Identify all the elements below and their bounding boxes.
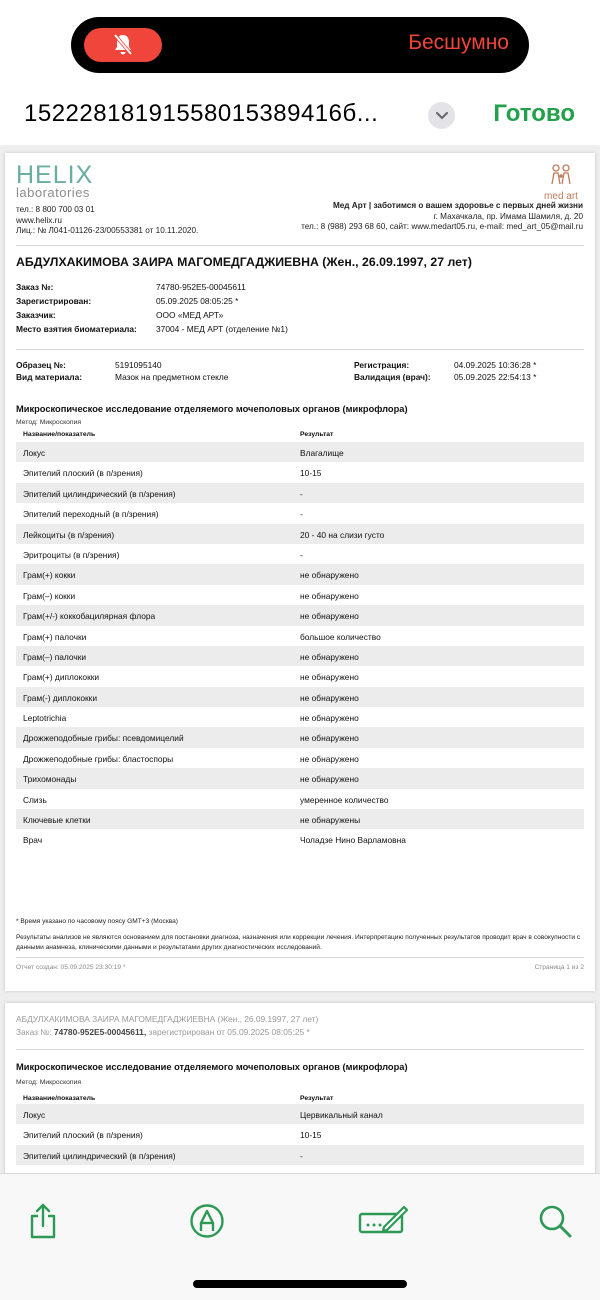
row-result: не обнаружено [300,611,359,622]
silent-mode-banner [71,17,529,73]
row-name: Эритроциты (в п/зрения) [23,549,120,560]
row-name: Грам(–) палочки [23,651,87,662]
medart-family-icon [548,163,574,185]
place-value: 37004 - МЕД АРТ (отделение №1) [156,324,288,334]
table-row [16,544,584,564]
lab-license: Лиц.: № Л041-01126-23/00553381 от 10.11.2020. [16,226,199,235]
table-row [16,1124,584,1144]
row-name: Дрожжеподобные грибы: псевдомицелий [23,733,184,744]
table-row [16,1145,584,1165]
bell-slash-icon [84,28,162,62]
sample-label: Образец №: [16,360,66,370]
material-label: Вид материала: [16,372,83,382]
clinic-slogan: Мед Арт | заботимся о вашем здоровье с первых дней жизни [332,201,583,210]
document-viewer[interactable] [0,145,600,1173]
row-name: Эпителий переходный (в п/зрения) [23,509,159,520]
table-row [16,768,584,788]
page2-study-title: Микроскопическое исследование отделяемого мочеполовых органов (микрофлора) [16,1062,408,1072]
nav-bar [0,96,600,136]
col-header-result: Результат [300,431,334,438]
table-row [16,748,584,768]
table-row [16,626,584,646]
row-name: Локус [23,1110,46,1120]
table-row [16,789,584,809]
page2-col-header-name: Название/показатель [23,1095,96,1102]
timezone-note: * Время указано по часовому поясу GMT+3 (Москва) [16,918,178,925]
page2-order-prefix: Заказ №: [16,1027,52,1037]
page2-patient-name: АБДУЛХАКИМОВА ЗАИРА МАГОМЕДГАДЖИЕВНА (Жен., 26.09.1997, 27 лет) [16,1014,319,1024]
table-row [16,707,584,727]
table-row [16,809,584,829]
customer-label: Заказчик: [16,310,56,320]
search-icon[interactable] [530,1196,580,1246]
table-row [16,605,584,625]
row-result: Влагалище [300,448,344,458]
table-row [16,727,584,747]
registration-label: Регистрация: [354,360,410,370]
registered-label: Зарегистрирован: [16,296,92,306]
silent-label: Бесшумно [408,31,509,54]
page2-study-method: Метод: Микроскопия [16,1079,82,1086]
page2-col-header-result: Результат [300,1095,334,1102]
clinic-address: г. Махачкала, пр. Имама Шамиля, д. 20 [433,211,583,221]
table-row [16,829,584,849]
page2-registered: зарегистрирован от 05.09.2025 08:05:25 * [148,1027,310,1037]
home-indicator[interactable] [193,1280,407,1288]
lab-phone: тел.: 8 800 700 03 01 [16,205,95,214]
row-name: Грам(+) диплококки [23,672,100,683]
table-row [16,1104,584,1124]
row-result: не обнаружено [300,651,359,662]
sample-info [16,359,584,387]
col-header-name: Название/показатель [23,431,96,438]
medart-logo-text: med art [544,191,578,202]
table-row [16,564,584,584]
lab-contacts [16,205,198,237]
row-name: Лейкоциты (в п/зрения) [23,529,115,540]
table-row [16,687,584,707]
signature-icon[interactable] [356,1196,410,1246]
row-name: Эпителий плоский (в п/зрения) [23,468,143,479]
document-page-1 [5,153,595,991]
lab-site: www.helix.ru [16,215,62,225]
table-row [16,442,584,462]
study-title: Микроскопическое исследование отделяемого мочеполовых органов (микрофлора) [16,404,408,414]
row-name: Грам(+) палочки [23,631,87,642]
divider [16,957,584,958]
divider [16,1049,584,1050]
row-result: большое количество [300,631,381,642]
patient-name: АБДУЛХАКИМОВА ЗАИРА МАГОМЕДГАДЖИЕВНА (Жен., 26.09.1997, 27 лет) [16,255,472,269]
row-name: Ключевые клетки [23,815,91,826]
row-name: Слизь [23,794,47,805]
row-result: не обнаружено [300,692,359,703]
validation-value: 05.09.2025 22:54:13 * [454,372,537,382]
row-result: - [300,509,303,520]
clinic-contacts [301,201,583,233]
registration-value: 04.09.2025 10:36:28 * [454,360,537,370]
share-icon[interactable] [18,1196,68,1246]
row-result: - [300,488,303,499]
place-label: Место взятия биоматериала: [16,324,137,334]
row-result: не обнаружено [300,753,359,764]
row-name: Дрожжеподобные грибы: бластоспоры [23,753,174,764]
customer-value: ООО «МЕД АРТ» [156,310,224,320]
table-row [16,503,584,523]
medart-logo [539,163,583,202]
disclaimer: Результаты анализов не являются основанием для постановки диагноза, назначения или коррекции лечения. Интерпретацию полученных результатов проводит врач в совокупности с данными анамнеза, клиническими данными и результатами других диагностических исследований. [16,934,581,951]
row-name: Трихомонады [23,774,77,785]
row-result: не обнаружено [300,733,359,744]
order-label: Заказ №: [16,282,54,292]
row-result: 20 - 40 на слизи густо [300,529,385,540]
study-method: Метод: Микроскопия [16,419,82,426]
clinic-phone: тел.: 8 (988) 293 68 60, сайт: www.medart05.ru, e-mail: med_art_05@mail.ru [301,222,583,231]
row-result: не обнаружено [300,570,359,581]
document-page-2 [5,1003,595,1173]
table-row [16,462,584,482]
table-row [16,666,584,686]
chevron-down-icon[interactable] [428,102,455,129]
report-created: Отчет создан: 05.09.2025 23:30:19 * [16,964,126,971]
document-title[interactable]: 15222818191558015389416б... [24,100,379,127]
helix-brand: HELIX [16,161,94,189]
row-result: не обнаружены [300,815,361,826]
row-name: Эпителий цилиндрический (в п/зрения) [23,1150,176,1161]
page2-order [16,1027,310,1037]
helix-logo [16,163,93,199]
row-name: Локус [23,448,46,458]
row-result: умеренное количество [300,794,389,805]
order-info [16,281,416,341]
row-result: 10-15 [300,468,322,479]
row-result: - [300,549,303,560]
table-row [16,524,584,544]
row-result: - [300,1150,303,1161]
table-row [16,483,584,503]
row-result: Чоладзе Нино Варламовна [300,835,406,846]
markup-icon[interactable] [182,1196,232,1246]
sample-value: 5191095140 [115,360,162,370]
row-name: Грам(+/-) коккобацилярная флора [23,611,156,622]
row-result: не обнаружено [300,713,359,724]
row-result: не обнаружено [300,774,359,785]
validation-label: Валидация (врач): [354,372,431,382]
row-result: 10-15 [300,1130,322,1141]
divider [16,349,584,350]
row-name: Грам(–) кокки [23,590,76,601]
row-name: Leptotrichia [23,713,67,724]
done-button[interactable]: Готово [493,100,575,127]
helix-brand-sub: laboratories [16,185,90,200]
registered-value: 05.09.2025 08:05:25 * [156,296,239,306]
row-result: не обнаружено [300,672,359,683]
order-value: 74780-952E5-00045611 [156,282,246,292]
row-result: не обнаружено [300,590,359,601]
row-name: Врач [23,835,43,846]
row-name: Грам(+) кокки [23,570,76,581]
page2-results-table [16,1104,584,1165]
table-row [16,585,584,605]
row-name: Эпителий плоский (в п/зрения) [23,1130,143,1141]
page2-order-value: 74780-952E5-00045611, [53,1027,147,1037]
material-value: Мазок на предметном стекле [115,372,229,382]
divider [16,245,584,246]
results-table [16,442,584,850]
row-result: Цервикальный канал [300,1110,383,1120]
row-name: Грам(-) диплококки [23,692,97,703]
row-name: Эпителий цилиндрический (в п/зрения) [23,488,176,499]
table-row [16,646,584,666]
page-number: Страница 1 из 2 [534,964,584,971]
